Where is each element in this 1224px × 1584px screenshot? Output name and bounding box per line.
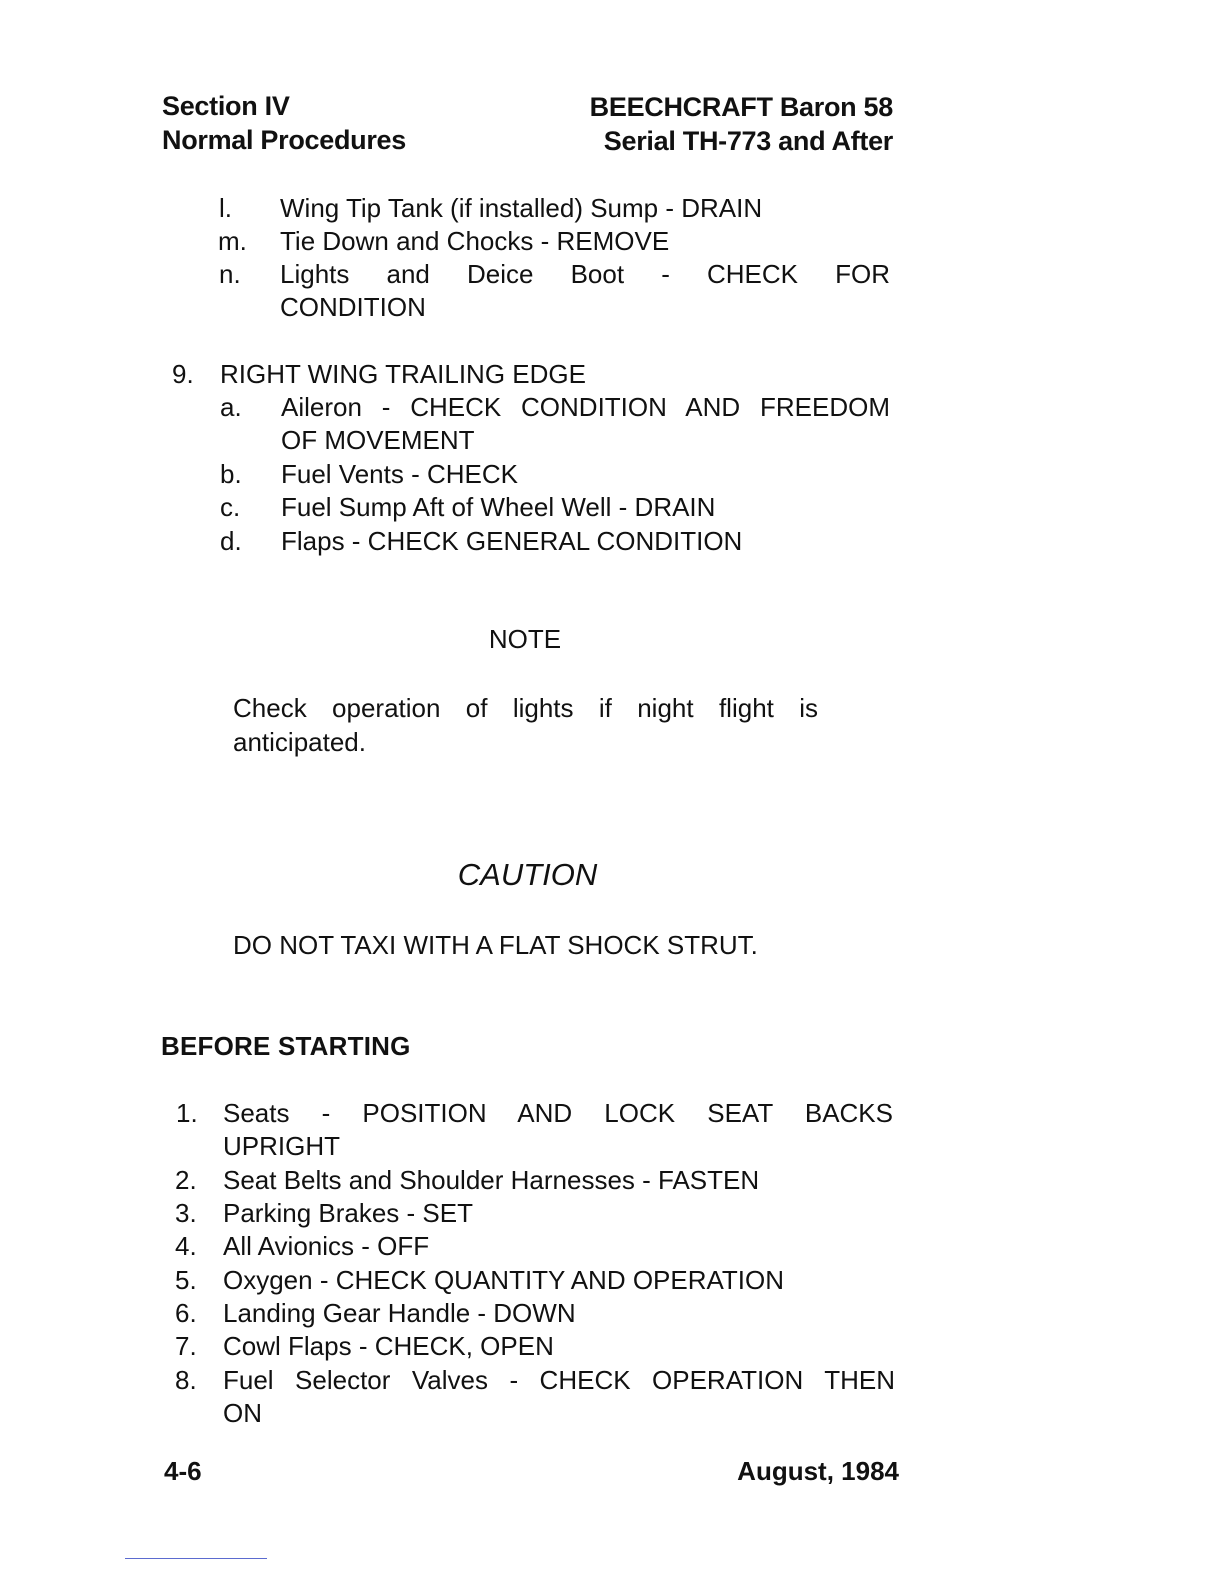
list-text: Oxygen - CHECK QUANTITY AND OPERATION (223, 1265, 785, 1295)
step-number: 4. (175, 1231, 197, 1261)
list-text: Seats - POSITION AND LOCK SEAT BACKS (223, 1098, 893, 1128)
step-number: 8. (175, 1365, 197, 1395)
list-text: Lights and Deice Boot - CHECK FOR (280, 259, 890, 289)
step-number: 5. (175, 1265, 197, 1295)
list-text: Seat Belts and Shoulder Harnesses - FASTEN (223, 1165, 760, 1195)
list-text-continued: UPRIGHT (223, 1131, 340, 1161)
page-number: 4-6 (164, 1456, 202, 1486)
list-text-continued: ON (223, 1398, 262, 1428)
list-text: Fuel Vents - CHECK (281, 459, 518, 489)
note-heading: NOTE (488, 624, 562, 654)
step-number: 9. (172, 359, 194, 389)
list-text-continued: OF MOVEMENT (281, 425, 475, 455)
list-marker: m. (218, 226, 247, 256)
list-text: Fuel Sump Aft of Wheel Well - DRAIN (281, 492, 716, 522)
list-marker: n. (219, 259, 241, 289)
list-marker: l. (219, 193, 232, 223)
list-text: Cowl Flaps - CHECK, OPEN (223, 1331, 554, 1361)
header-left (162, 89, 406, 157)
step-title: RIGHT WING TRAILING EDGE (220, 359, 586, 389)
header-right (540, 90, 893, 158)
list-text: Landing Gear Handle - DOWN (223, 1298, 576, 1328)
list-text: All Avionics - OFF (223, 1231, 430, 1261)
section-number: Section IV (162, 91, 290, 121)
section-name: Normal Procedures (162, 125, 406, 155)
list-text-continued: CONDITION (280, 292, 426, 322)
note-text: Check operation of lights if night flight is (233, 693, 818, 723)
serial-range: Serial TH-773 and After (603, 126, 893, 156)
step-number: 6. (175, 1298, 197, 1328)
list-text: Parking Brakes - SET (223, 1198, 473, 1228)
bottom-rule (125, 1558, 267, 1559)
list-marker: a. (220, 392, 242, 422)
list-marker: b. (220, 459, 242, 489)
step-number: 2. (175, 1165, 197, 1195)
step-number: 7. (175, 1331, 197, 1361)
step-number: 1. (176, 1098, 198, 1128)
section-heading: BEFORE STARTING (161, 1031, 411, 1061)
list-marker: d. (220, 526, 242, 556)
caution-heading: CAUTION (457, 857, 598, 892)
list-text: Tie Down and Chocks - REMOVE (280, 226, 670, 256)
list-text: Wing Tip Tank (if installed) Sump - DRAIN (280, 193, 763, 223)
revision-date: August, 1984 (737, 1456, 899, 1486)
list-text: Fuel Selector Valves - CHECK OPERATION THEN (223, 1365, 895, 1395)
list-text: Flaps - CHECK GENERAL CONDITION (281, 526, 743, 556)
aircraft-model: BEECHCRAFT Baron 58 (589, 92, 893, 122)
caution-text: DO NOT TAXI WITH A FLAT SHOCK STRUT. (233, 930, 758, 960)
step-number: 3. (175, 1198, 197, 1228)
list-marker: c. (220, 492, 241, 522)
note-text-continued: anticipated. (233, 727, 366, 757)
list-text: Aileron - CHECK CONDITION AND FREEDOM (281, 392, 890, 422)
